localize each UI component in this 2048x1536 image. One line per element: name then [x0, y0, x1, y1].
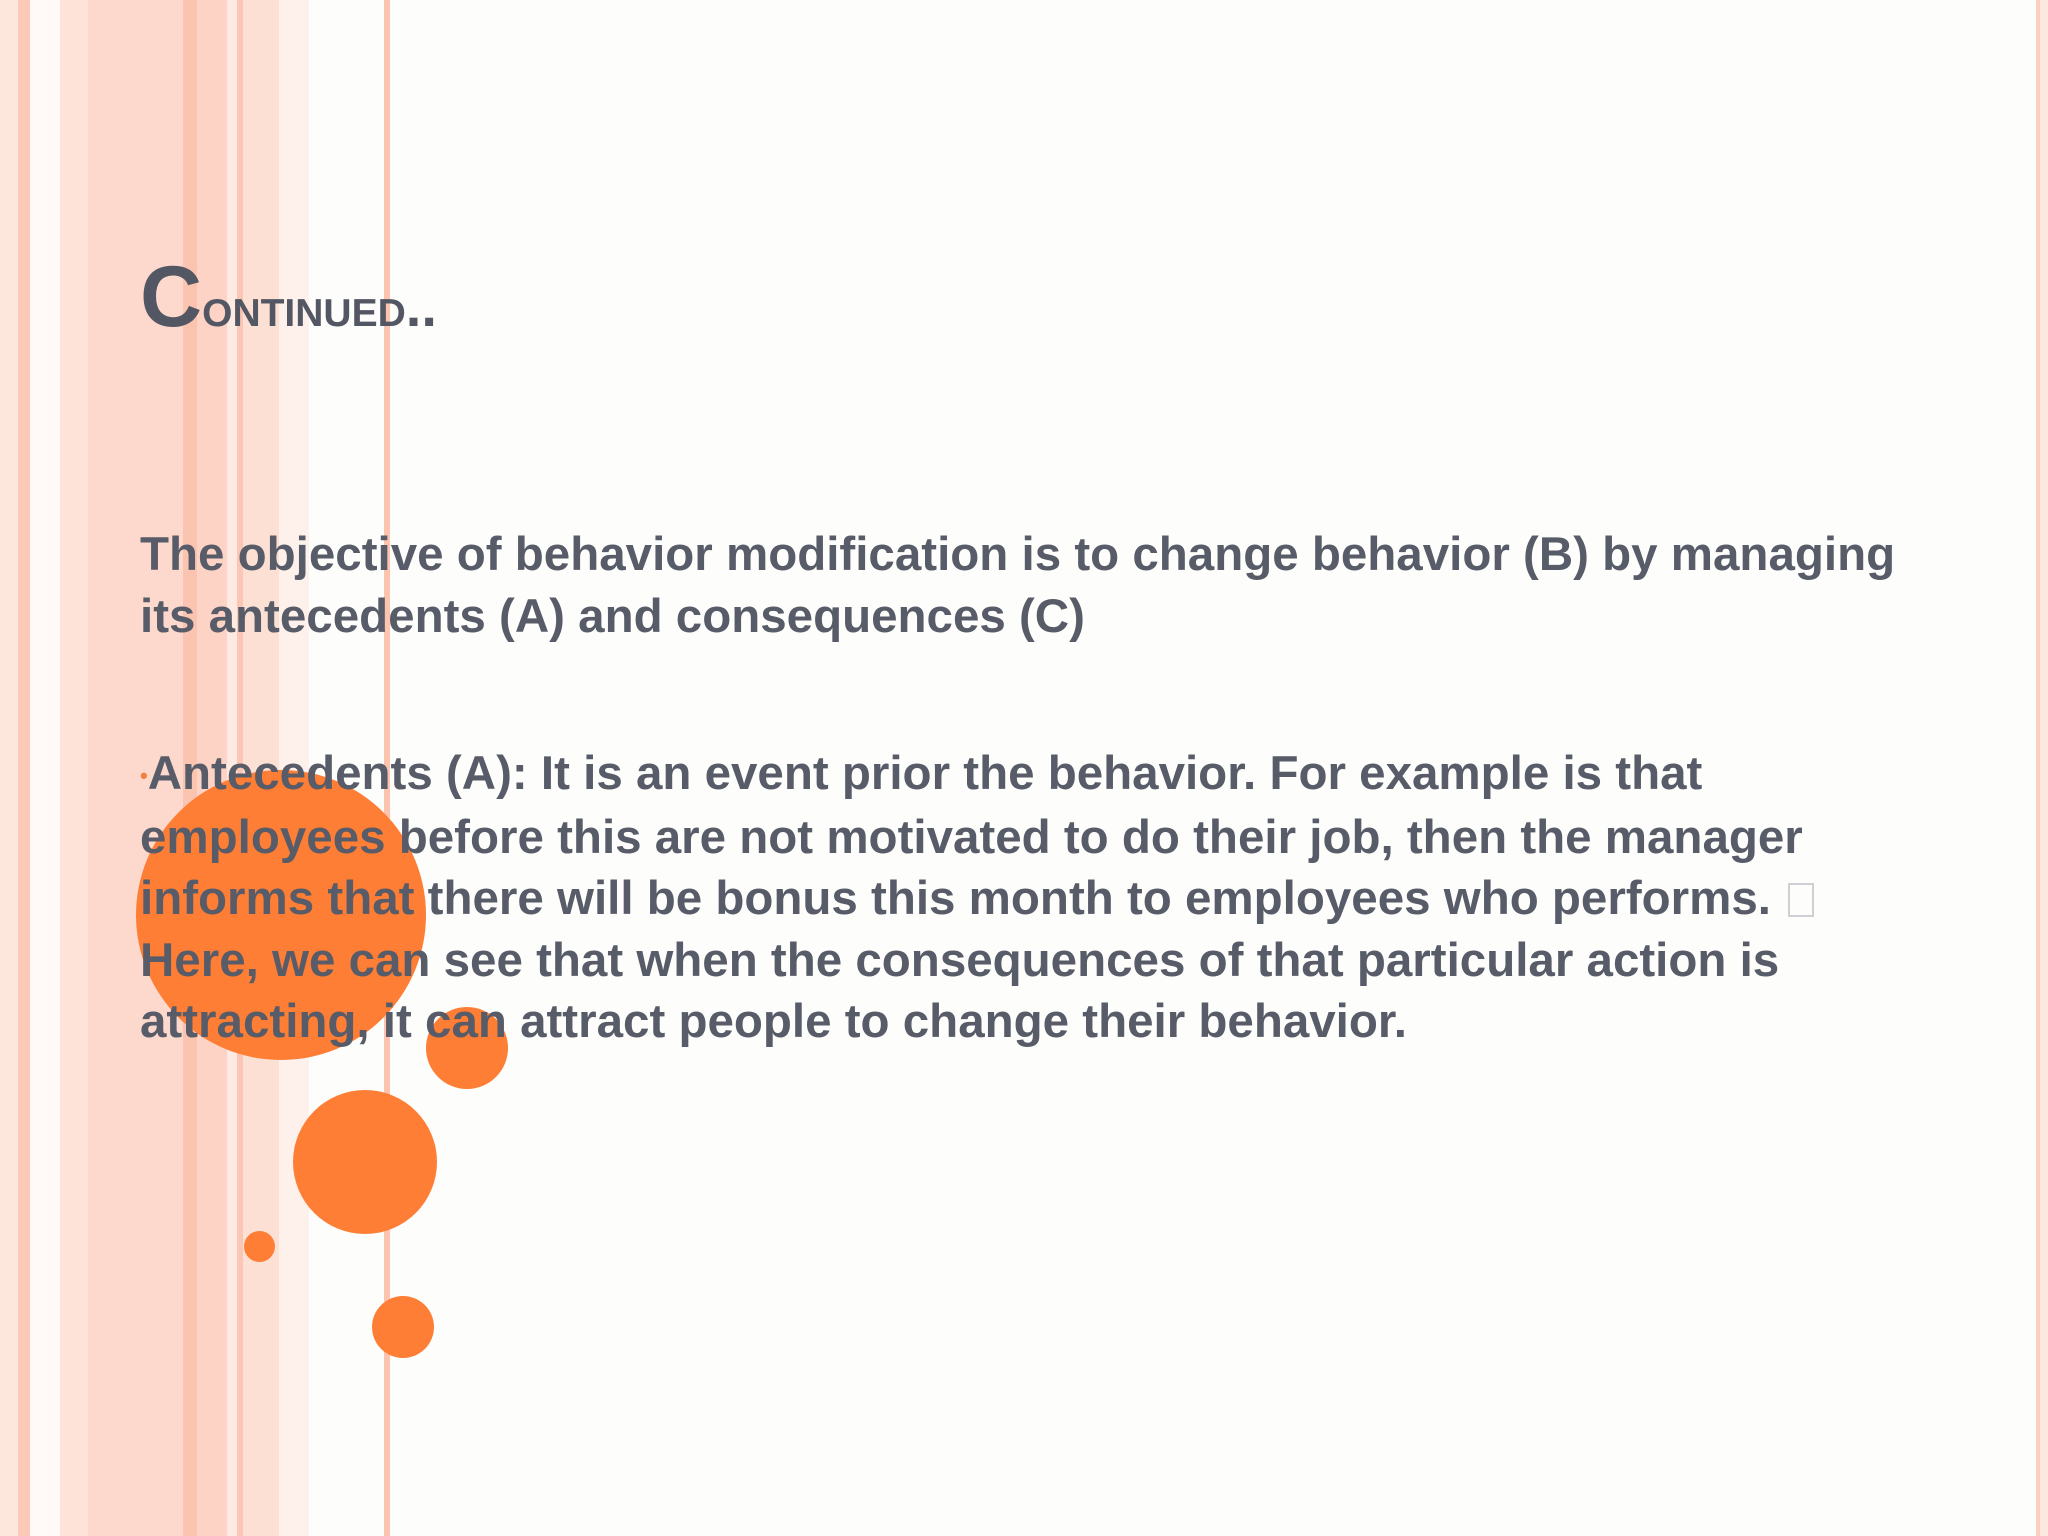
- objective-paragraph: The objective of behavior modification is to change behavior (B) by managing its antecedents (A) and consequences (C): [140, 528, 1896, 643]
- antecedents-text-part1: Antecedents (A): It is an event prior the behavior. For example is that employees before this are not motivated to do their job, then the manager informs that there will be bonus this month to employees who performs.: [140, 747, 1803, 925]
- missing-glyph-box-icon: [1788, 883, 1814, 917]
- antecedents-text-part2: Here, we can see that when the consequences of that particular action is attracting, it can attract people to change their behavior.: [140, 933, 1780, 1048]
- bullet-icon: •: [140, 763, 148, 788]
- title-first-letter: C: [140, 249, 203, 345]
- slide-title: [140, 248, 437, 347]
- antecedents-paragraph: [140, 743, 1920, 1053]
- title-rest: ontinued..: [202, 275, 437, 338]
